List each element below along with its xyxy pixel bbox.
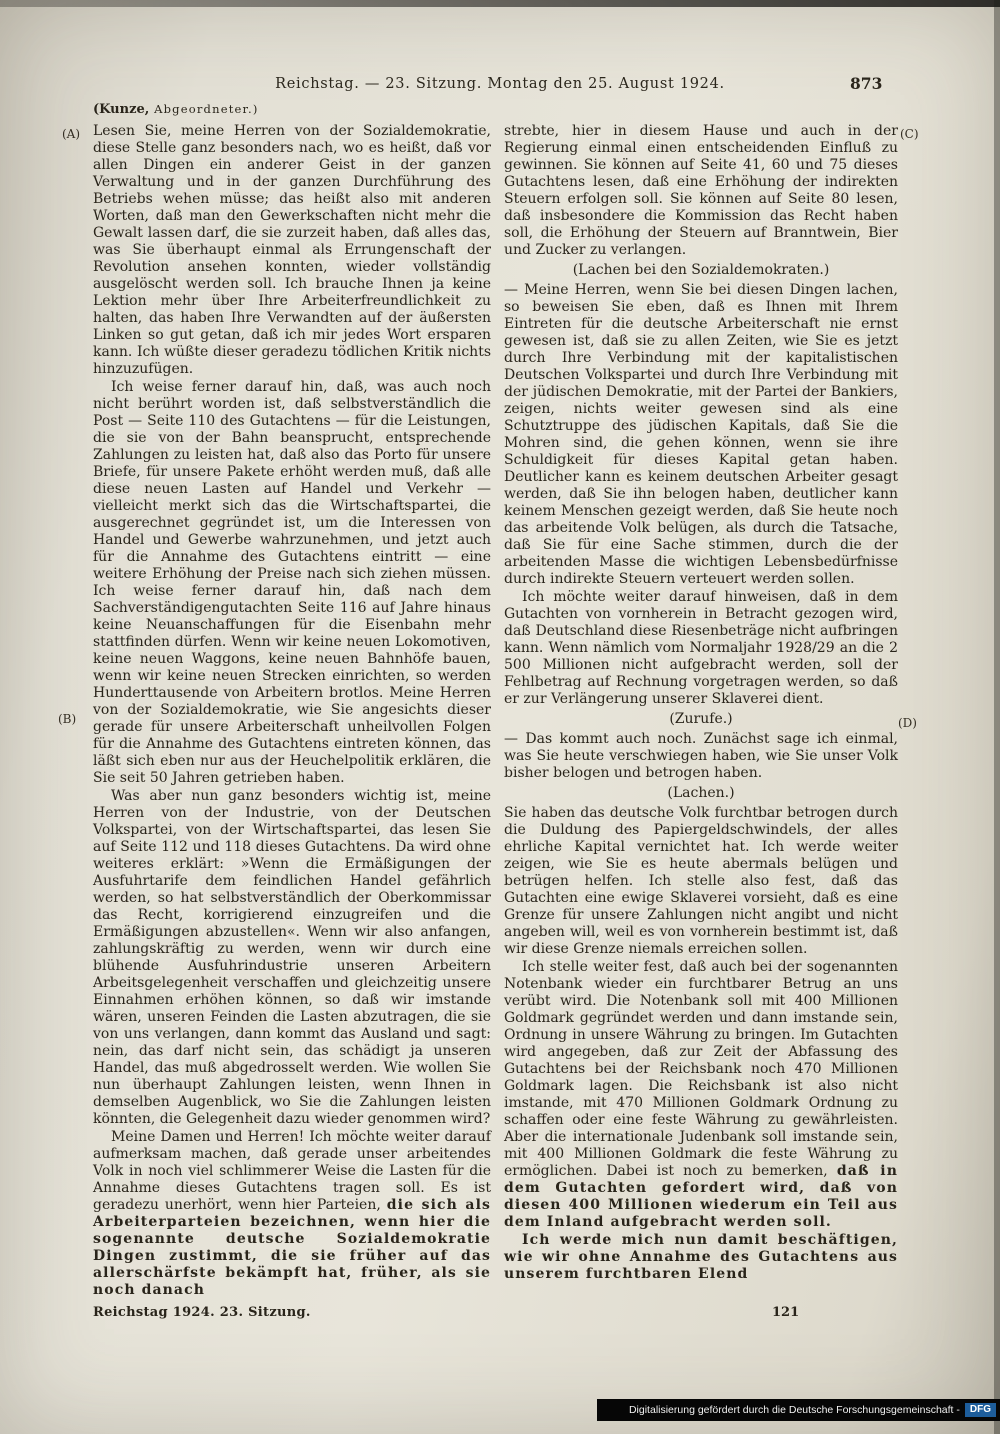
scan-edge-right [994, 0, 1000, 1434]
right-text-column [504, 123, 898, 1284]
paragraph: Sie haben das deutsche Volk furchtbar betrogen durch die Duldung des Papiergeldschwindels, der alles ehrliche Kapital vernichtet hat. Ich werde weiter zeigen, wie Sie es heute abermals belügen und betrügen helfen. Ich stelle also fest, daß das Gutachten eine ewige Sklaverei vorsieht, daß es eine Grenze für unsere Zahlungen nicht angibt und nicht angeben will, weil es von vornherein bestimmt ist, daß wir diese Grenze niemals erreichen sollen. [504, 805, 898, 957]
paragraph: Was aber nun ganz besonders wichtig ist, meine Herren von der Industrie, von der Deutschen Volkspartei, von der Wirtschaftspartei, das lesen Sie auf Seite 112 und 118 dieses Gutachtens. Da wird ohne weiteres erklärt: »Wenn die Ermäßigungen der Ausfuhrtarife dem feindlichen Handel gefährlich werden, so hat selbstverständlich der Oberkommissar das Recht, korrigierend einzugreifen und die Ermäßigungen abzustellen«. Wenn wir also anfangen, zahlungskräftig zu werden, wenn wir durch eine blühende Ausfuhrindustrie unseren Arbeitern Arbeitsgelegenheit verschaffen und gleichzeitig unsere Einnahmen erhöhen können, so daß wir imstande wären, unseren Feinden die Lasten abzutragen, die sie von uns verlangen, dann kommt das Ausland und sagt: nein, das darf nicht sein, das schädigt ja unseren Handel, das muß abgedrosselt werden. Wie wollen Sie nun überhaupt Zahlungen leisten, wenn Ihnen in demselben Augenblick, wo Sie die Zahlungen leisten könnten, die Gelegenheit dazu wieder genommen wird? [93, 788, 491, 1127]
dfg-logo: DFG [965, 1403, 996, 1417]
paragraph: Lesen Sie, meine Herren von der Sozialdemokratie, diese Stelle ganz besonders nach, wo es heißt, daß vor allen Dingen ein anderer Geist in der ganzen Verwaltung und in der ganzen Durchführung des Betriebs wehen müsse; das heißt also mit anderen Worten, daß man den Gewerkschaften nicht mehr die Gewalt lassen darf, die sie zurzeit haben, daß alles das, was Sie überhaupt einmal als Errungenschaft der Revolution ansehen konnten, wieder vollständig ausgelöscht werden soll. Ich brauche Ihnen ja keine Lektion mehr über Ihre Arbeiterfreundlichkeit zu halten, das haben Ihre Verwandten auf der äußersten Linken so gut getan, daß ich mir jedes Wort ersparen kann. Ich wüßte dieser geradezu tödlichen Kritik nichts hinzuzufügen. [93, 123, 491, 377]
digitization-credit-text: Digitalisierung gefördert durch die Deutsche Forschungsgemeinschaft - [628, 1404, 960, 1416]
paragraph: strebte, hier in diesem Hause und auch in der Regierung einmal einen entscheidenden Einfluß zu gewinnen. Sie können auf Seite 41, 60 und 75 dieses Gutachtens lesen, daß eine Erhöhung der indirekten Steuern erfolgen soll. Sie können auf Seite 80 lesen, daß insbesondere die Kommission das Recht haben soll, die Erhöhung der Steuern auf Branntwein, Bier und Zucker zu verlangen. [504, 123, 898, 258]
page-header-title: Reichstag. — 23. Sitzung. Montag den 25. August 1924. [275, 76, 725, 92]
left-text-column [93, 123, 491, 1300]
paragraph: Ich weise ferner darauf hin, daß, was auch noch nicht berührt worden ist, daß selbstverständlich die Post — Seite 110 des Gutachtens — für die Leistungen, die sie von der Bahn beansprucht, entsprechende Zahlungen zu leisten hat, daß also das Porto für unsere Briefe, für unsere Pakete erhöht werden muß, daß alle diese neuen Lasten auf Handel und Verkehr — vielleicht merkt sich das die Wirtschaftspartei, die ausgerechnet gegründet ist, um die Interessen von Handel und Gewerbe wahrzunehmen, und jetzt auch für die Annahme des Gutachtens eintritt — eine weitere Erhöhung der Preise nach sich ziehen müssen. Ich weise ferner darauf hin, daß nach dem Sachverständigengutachten Seite 116 auf Jahre hinaus keine Neuanschaffungen für die Eisenbahn mehr stattfinden dürfen. Wenn wir keine neuen Lokomotiven, keine neuen Waggons, keine neuen Bahnhöfe bauen, wenn wir keine neuen Strecken einrichten, so werden Hunderttausende von Arbeitern brotlos. Meine Herren von der Sozialdemokratie, wie Sie angesichts dieser gerade für unsere Arbeiterschaft unheilvollen Folgen für die Annahme des Gutachtens eintreten können, das läßt sich eben nur aus der Heuchelpolitik erklären, die Sie seit 50 Jahren getrieben haben. [93, 379, 491, 786]
digitization-credit-bar [597, 1399, 1000, 1421]
scan-edge-top [0, 0, 1000, 7]
margin-marker-d: (D) [898, 716, 917, 730]
paragraph: Meine Damen und Herren! Ich möchte weiter darauf aufmerksam machen, daß gerade unser arbeitendes Volk in noch viel schlimmerer Weise die Lasten für die Annahme dieses Gutachtens tragen soll. Es ist geradezu unerhört, wenn hier Parteien, die sich als Arbeiterparteien bezeichnen, wenn hier die sogenannte deutsche Sozialdemokratie Dingen zustimmt, die sie früher auf das allerschärfste bekämpft hat, früher, als sie noch danach [93, 1129, 491, 1298]
speaker-line [93, 102, 259, 117]
footer-session-note: Reichstag 1924. 23. Sitzung. [93, 1305, 311, 1320]
stage-direction: (Lachen bei den Sozialdemokraten.) [572, 262, 830, 278]
margin-marker-b: (B) [58, 712, 77, 726]
paragraph: — Das kommt auch noch. Zunächst sage ich einmal, was Sie heute verschwiegen haben, wie Sie unser Volk bisher belogen und betrogen haben. [504, 731, 898, 781]
stage-direction: (Zurufe.) [669, 711, 733, 727]
speaker-role: Abgeordneter.) [149, 102, 259, 116]
footer-sheet-number: 121 [772, 1305, 800, 1320]
paragraph: Ich stelle weiter fest, daß auch bei der sogenannten Notenbank wieder ein furchtbarer Betrug an uns verübt wird. Die Notenbank soll mit 400 Millionen Goldmark gegründet werden und dann imstande sein, Ordnung in unsere Währung zu bringen. Im Gutachten wird angegeben, daß zur Zeit der Abfassung des Gutachtens bei der Reichsbank noch 470 Millionen Goldmark lagen. Die Reichsbank ist also nicht imstande, mit 470 Millionen Goldmark Ordnung zu schaffen oder eine feste Währung zu gewährleisten. Aber die internationale Judenbank soll imstande sein, mit 400 Millionen Goldmark die feste Währung zu ermöglichen. Dabei ist noch zu bemerken, daß in dem Gutachten gefordert wird, daß von diesen 400 Millionen wiederum ein Teil aus dem Inland aufgebracht werden soll. [504, 959, 898, 1230]
stage-direction: (Lachen.) [667, 785, 735, 801]
speaker-name: (Kunze, [93, 102, 150, 117]
paragraph: Ich möchte weiter darauf hinweisen, daß in dem Gutachten von vornherein in Betracht gezogen wird, daß Deutschland diese Riesenbeträge nicht aufbringen kann. Wenn nämlich vom Normaljahr 1928/29 an die 2 500 Millionen nicht aufgebracht werden, soll der Fehlbetrag auf Rechnung vorgetragen werden, so daß er zur Verlängerung unserer Sklaverei dient. [504, 589, 898, 707]
paragraph: — Meine Herren, wenn Sie bei diesen Dingen lachen, so beweisen Sie eben, daß es Ihnen mit Ihrem Eintreten für die deutsche Arbeiterschaft nie ernst gewesen ist, daß sie zu allen Zeiten, wie Sie es jetzt durch Ihre Verbindung mit der kapitalistischen Deutschen Volkspartei und durch Ihre Verbindung mit der jüdischen Demokratie, mit der Partei der Bankiers, zeigen, nichts weiter gewesen sind als eine Schutztruppe des jüdischen Kapitals, daß Sie die Mohren sind, die gehen können, wenn sie ihre Schuldigkeit für dieses Kapital getan haben. Deutlicher kann es keinem deutschen Arbeiter gesagt werden, daß Sie ihn belogen haben, deutlicher kann keinem Menschen gezeigt werden, daß Sie heute noch das arbeitende Volk belügen, als durch die Tatsache, daß Sie für eine Sache stimmen, durch die der arbeitenden Masse die wichtigen Lebensbedürfnisse durch indirekte Steuern verteuert werden sollen. [504, 282, 898, 587]
margin-marker-a: (A) [62, 127, 81, 141]
margin-marker-c: (C) [900, 127, 919, 141]
page-number: 873 [850, 74, 883, 93]
paragraph: Ich werde mich nun damit beschäftigen, wie wir ohne Annahme des Gutachtens aus unserem furchtbaren Elend [504, 1232, 898, 1282]
